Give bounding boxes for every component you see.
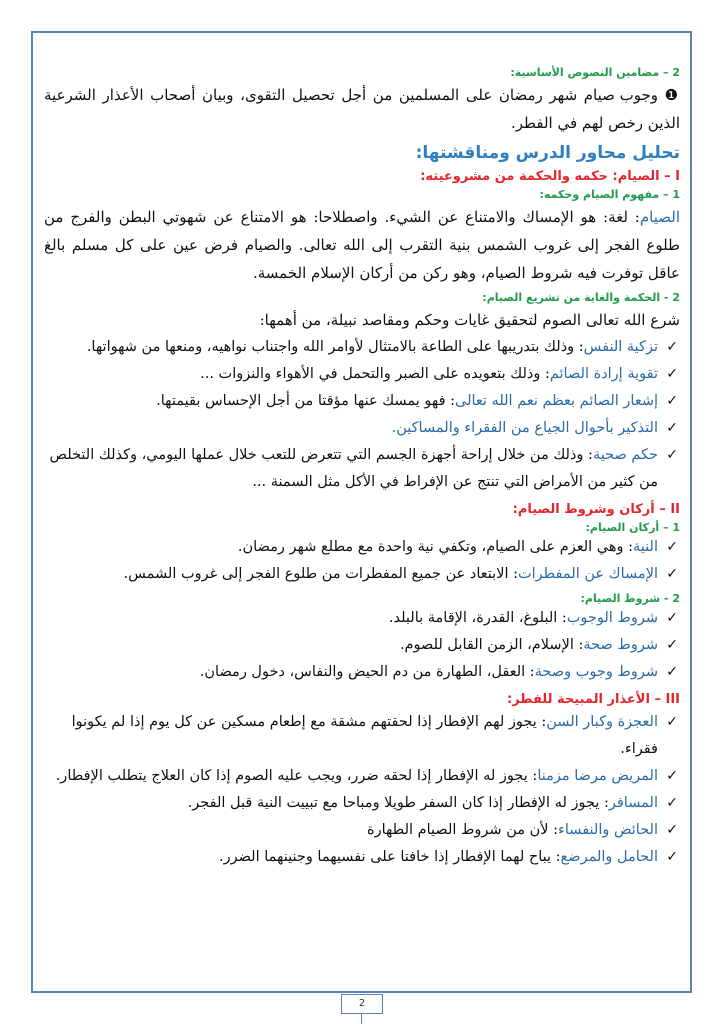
section-2-sub-2: 2 - شروط الصيام: — [580, 592, 680, 605]
check-icon: ✓ — [666, 566, 678, 582]
list-item: ✓ إشعار الصائم بعظم نعم الله تعالى: فهو يمسك عنها مؤقتا من أجل الإحساس بقيمتها. — [44, 388, 680, 415]
list-item: ✓ الحائض والنفساء: لأن من شروط الصيام الطهارة — [44, 817, 680, 844]
list-item: ✓ المريض مرضا مزمنا: يجوز له الإفطار إذا لحقه ضرر، ويجب عليه الصوم إذا كان العلاج يتطلب الإفطار. — [44, 763, 680, 790]
check-icon: ✓ — [666, 637, 678, 653]
check-icon: ✓ — [666, 420, 678, 436]
check-icon: ✓ — [666, 664, 678, 680]
check-icon: ✓ — [666, 366, 678, 382]
page-number-stem — [361, 1014, 362, 1024]
definition-text: : لغة: هو الإمساك والامتناع عن الشيء. واصطلاحا: هو الامتناع عن شهوتي البطن والفرج من طلوع الفجر إلى غروب الشمس بنية التقرب إلى الله تعالى. والصيام فرض عين على كل مسلم بالغ عاقل توفرت فيه شروط الصيام، وهو ركن من أركان الإسلام الخمسة. — [44, 208, 680, 282]
page-number: 2 — [341, 994, 383, 1014]
check-icon: ✓ — [666, 447, 678, 463]
section-1-sub-2: 2 - الحكمة والغاية من تشريع الصيام: — [482, 291, 680, 304]
section-1-sub-1: 1 – مفهوم الصيام وحكمه: — [539, 188, 680, 201]
section-1-title: I – الصيام: حكمه والحكمة من مشروعيته: — [420, 169, 680, 184]
check-icon: ✓ — [666, 339, 678, 355]
list-item: ✓ النية: وهي العزم على الصيام، وتكفي نية واحدة مع مطلع شهر رمضان. — [44, 534, 680, 561]
wisdom-intro: شرع الله تعالى الصوم لتحقيق غايات وحكم ومقاصد نبيلة، من أهمها: — [259, 311, 680, 329]
check-icon: ✓ — [666, 610, 678, 626]
main-title: تحليل محاور الدرس ومناقشتها: — [415, 143, 680, 163]
check-icon: ✓ — [666, 393, 678, 409]
intro-text: وجوب صيام شهر رمضان على المسلمين من أجل تحصيل التقوى، وبيان أصحاب الأعذار الشرعية الذين رخص لهم في الفطر. — [44, 86, 680, 132]
check-icon: ✓ — [666, 822, 678, 838]
list-item: ✓ شروط وجوب وصحة: العقل، الطهارة من دم الحيض والنفاس، دخول رمضان. — [44, 659, 680, 686]
section-3-title: III – الأعذار المبيحة للفطر: — [507, 692, 680, 707]
check-icon: ✓ — [666, 714, 678, 730]
section-2-title: II – أركان وشروط الصيام: — [512, 502, 680, 517]
check-icon: ✓ — [666, 539, 678, 555]
subheading-core-texts: 2 – مضامين النصوص الأساسية: — [510, 66, 680, 79]
list-item: ✓ تزكية النفس: وذلك بتدريبها على الطاعة بالامتثال لأوامر الله واجتناب نواهيه، ومنعها من شهواتها. — [44, 334, 680, 361]
list-item: ✓ العجزة وكبار السن: يجوز لهم الإفطار إذا لحقتهم مشقة مع إطعام مسكين عن كل يوم إذا لم يكونوا فقراء. — [44, 709, 680, 763]
pillars-list — [44, 534, 680, 588]
excuses-list — [44, 709, 680, 871]
list-item: ✓ تقوية إرادة الصائم: وذلك بتعويده على الصبر والتحمل في الأهواء والنزوات ... — [44, 361, 680, 388]
list-item: ✓ التذكير بأحوال الجياع من الفقراء والمساكين. — [44, 415, 680, 442]
list-item: ✓ المسافر: يجوز له الإفطار إذا كان السفر طويلا ومباحا مع تبييت النية قبل الفجر. — [44, 790, 680, 817]
list-item: ✓ شروط صحة: الإسلام، الزمن القابل للصوم. — [44, 632, 680, 659]
list-item: ✓ شروط الوجوب: البلوغ، القدرة، الإقامة بالبلد. — [44, 605, 680, 632]
check-icon: ✓ — [666, 795, 678, 811]
conditions-list — [44, 605, 680, 686]
definition-paragraph — [44, 203, 680, 287]
check-icon: ✓ — [666, 849, 678, 865]
intro-paragraph — [44, 81, 680, 137]
list-item: ✓ الحامل والمرضع: يباح لهما الإفطار إذا خافتا على نفسيهما وجنينهما الضرر. — [44, 844, 680, 871]
document-body — [44, 62, 680, 871]
wisdom-list — [44, 334, 680, 496]
check-icon: ✓ — [666, 768, 678, 784]
list-item: ✓ حكم صحية: وذلك من خلال إراحة أجهزة الجسم التي تتعرض للتعب خلال عملها اليومي، وكذلك التخلص من كثير من الأمراض التي تنتج عن الإفراط في الأكل مثل السمنة ... — [44, 442, 680, 496]
number-one-bullet-icon: ❶ — [664, 86, 680, 104]
section-2-sub-1: 1 – أركان الصيام: — [585, 521, 680, 534]
definition-term: الصيام — [639, 208, 680, 226]
list-item: ✓ الإمساك عن المفطرات: الابتعاد عن جميع المفطرات من طلوع الفجر إلى غروب الشمس. — [44, 561, 680, 588]
